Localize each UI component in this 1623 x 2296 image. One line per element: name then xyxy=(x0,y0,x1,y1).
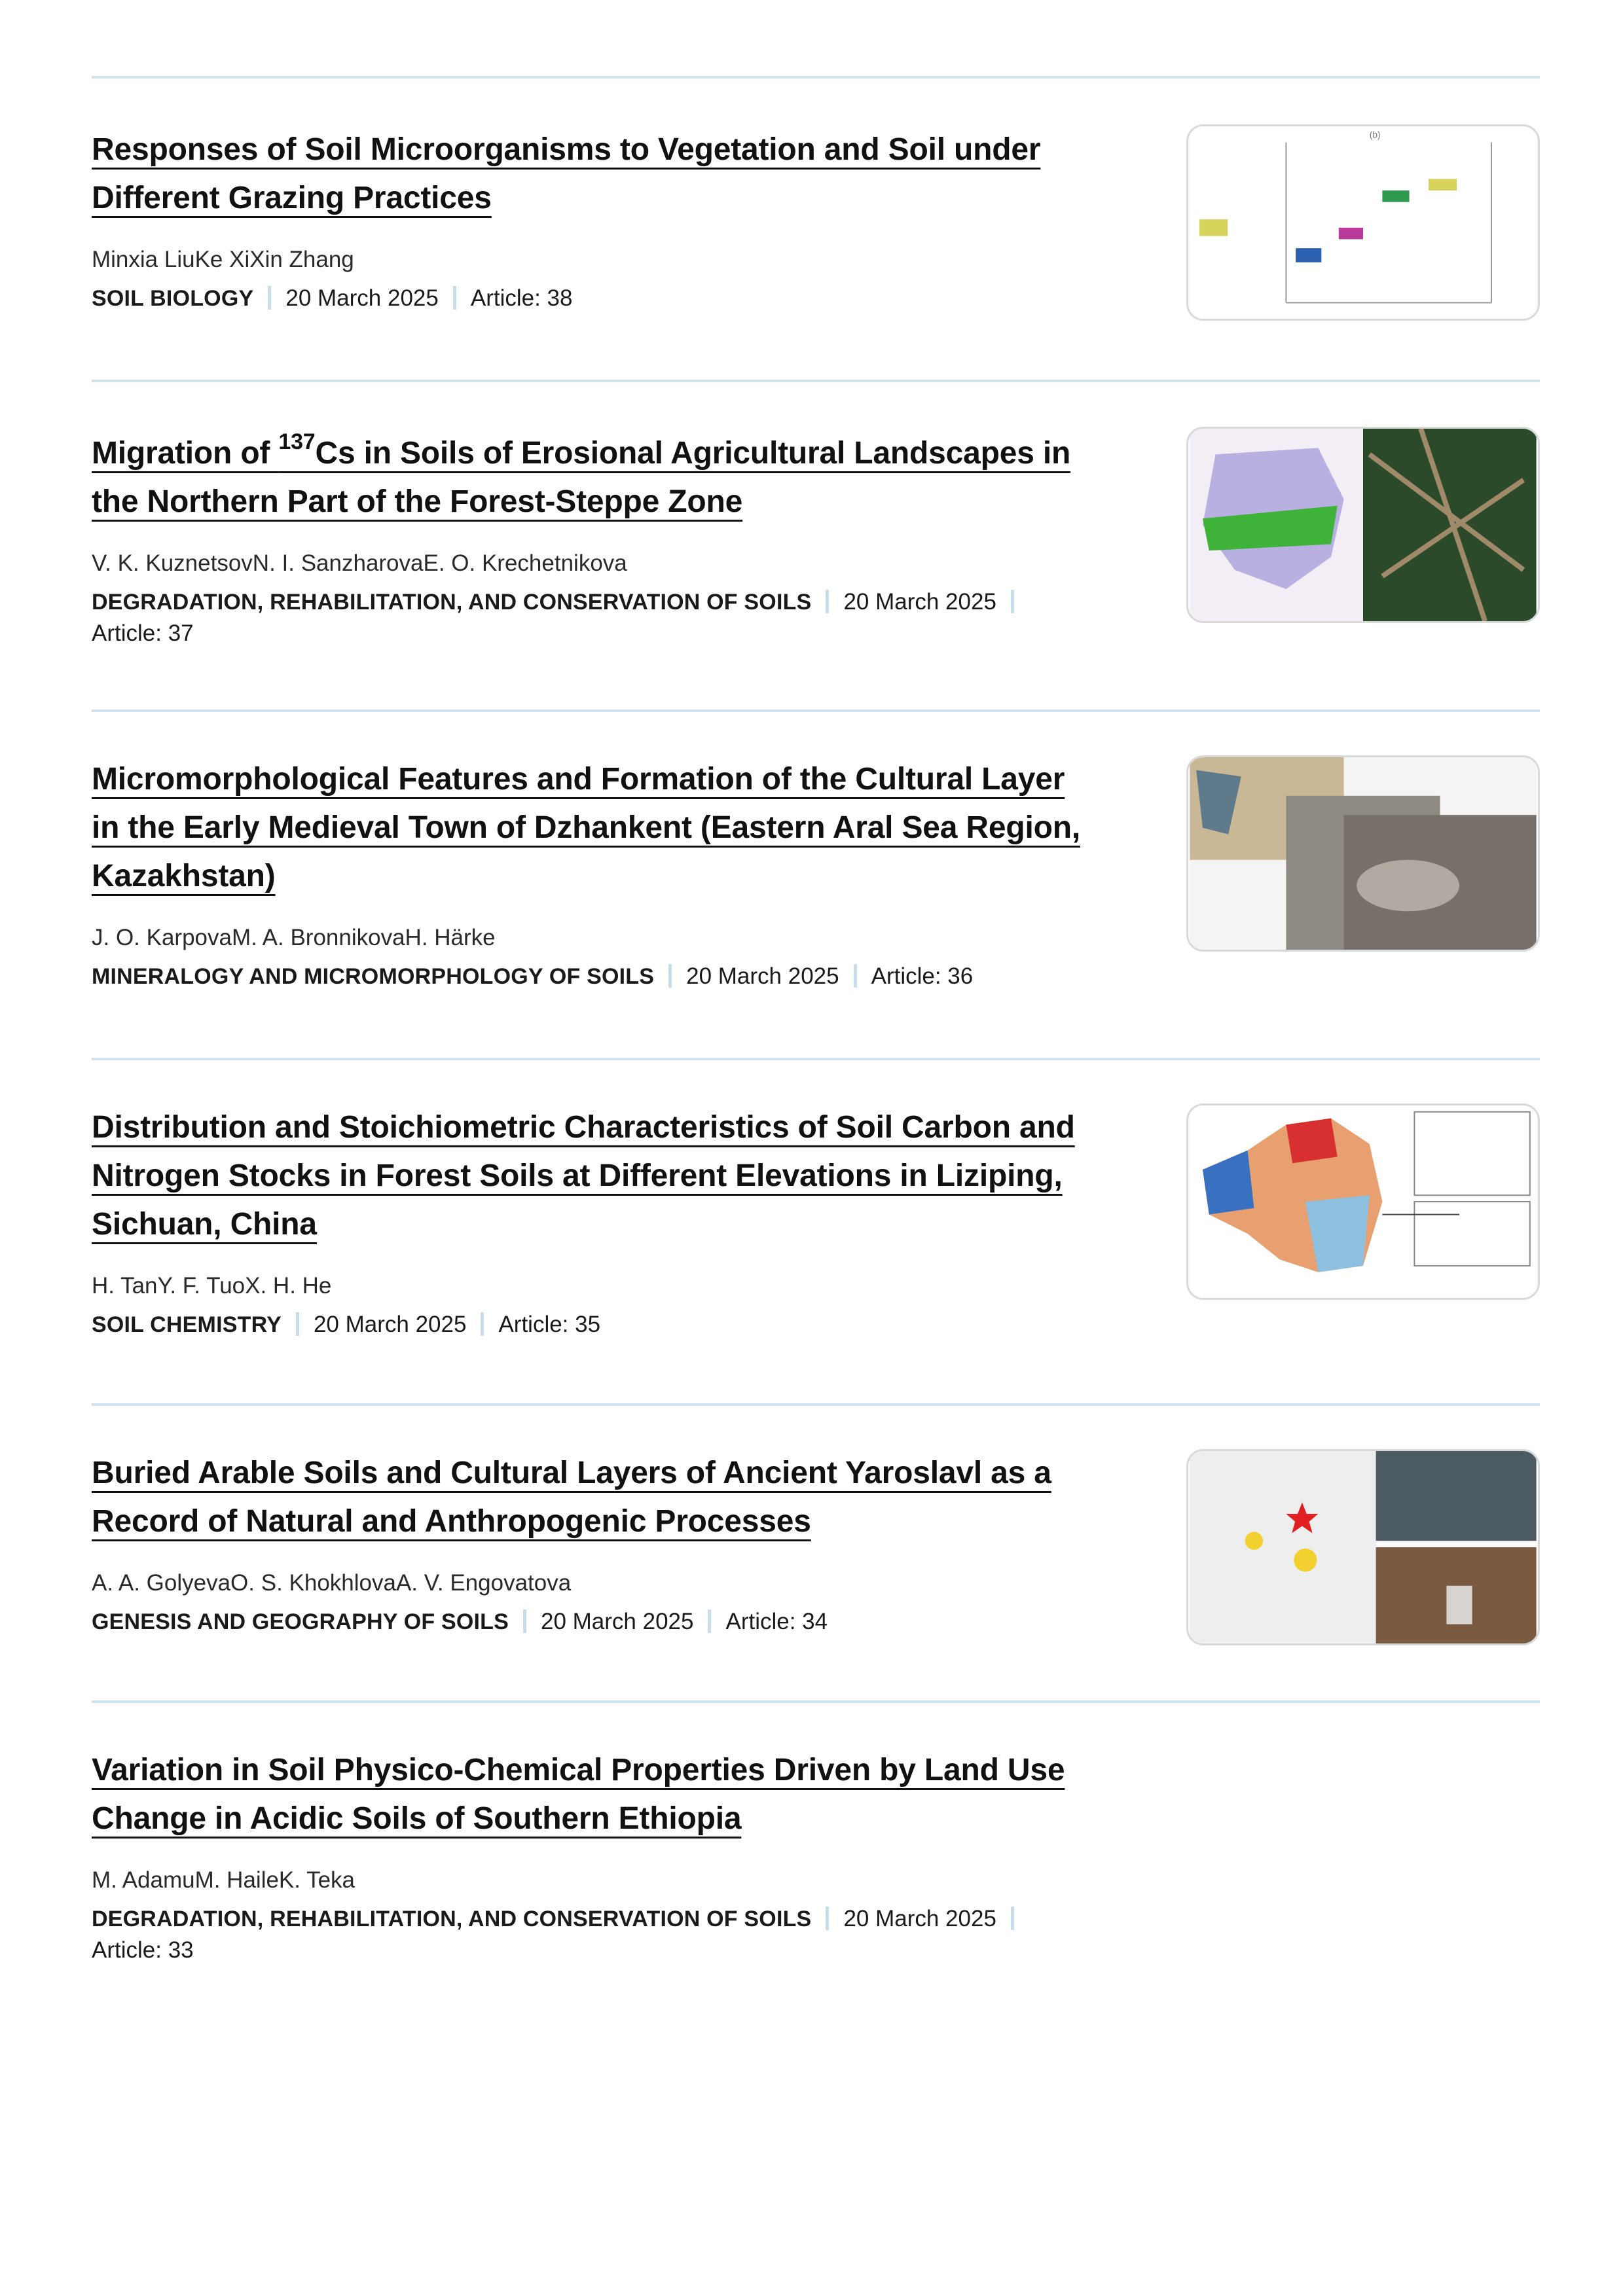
article-authors: H. TanY. F. TuoX. H. He xyxy=(92,1273,332,1299)
article-title-link[interactable] xyxy=(92,429,1126,526)
thumbnail-graphic xyxy=(1188,429,1538,621)
isotope-superscript: 137 xyxy=(278,429,316,454)
separator xyxy=(854,964,857,988)
separator xyxy=(296,1312,299,1336)
publish-date: 20 March 2025 xyxy=(313,1312,467,1337)
title-line: Micromorphological Features and Formation of the Cultural Layer xyxy=(92,762,1065,797)
article-list xyxy=(92,76,1540,2004)
separator xyxy=(453,286,456,310)
article-meta xyxy=(92,283,1126,314)
category-link[interactable]: MINERALOGY AND MICROMORPHOLOGY OF SOILS xyxy=(92,964,655,989)
title-line: Distribution and Stoichiometric Characteristics of Soil Carbon and xyxy=(92,1110,1075,1145)
article-item xyxy=(92,1406,1540,1700)
article-meta xyxy=(92,961,1126,992)
article-item xyxy=(92,79,1540,380)
article-title-link[interactable] xyxy=(92,1746,1126,1843)
article-number: Article: 36 xyxy=(871,963,974,989)
separator xyxy=(826,1907,829,1930)
category-link[interactable]: SOIL BIOLOGY xyxy=(92,286,254,311)
separator xyxy=(668,964,672,988)
article-number: Article: 33 xyxy=(92,1937,194,1963)
article-number: Article: 34 xyxy=(725,1609,828,1634)
publish-date: 20 March 2025 xyxy=(686,963,839,989)
article-authors: Minxia LiuKe XiXin Zhang xyxy=(92,247,354,272)
category-link[interactable]: GENESIS AND GEOGRAPHY OF SOILS xyxy=(92,1609,509,1634)
title-line: Variation in Soil Physico-Chemical Properties Driven by Land Use xyxy=(92,1753,1065,1787)
article-number: Article: 35 xyxy=(498,1312,601,1337)
aerial-photo-thumbnail[interactable] xyxy=(1186,755,1540,952)
title-line: Responses of Soil Microorganisms to Vegetation and Soil under xyxy=(92,132,1041,167)
title-text: Migration of xyxy=(92,436,279,471)
article-item xyxy=(92,712,1540,1058)
article-meta xyxy=(92,1903,1126,1966)
category-link[interactable]: DEGRADATION, REHABILITATION, AND CONSERVATION OF SOILS xyxy=(92,590,812,615)
title-line: Kazakhstan) xyxy=(92,859,276,893)
title-line: Sichuan, China xyxy=(92,1207,317,1242)
publish-date: 20 March 2025 xyxy=(843,589,996,615)
title-line: Record of Natural and Anthropogenic Processes xyxy=(92,1504,811,1539)
publish-date: 20 March 2025 xyxy=(843,1906,996,1931)
article-number: Article: 38 xyxy=(470,285,573,311)
article-meta xyxy=(92,1309,1126,1340)
title-line: Buried Arable Soils and Cultural Layers of Ancient Yaroslavl as a xyxy=(92,1456,1051,1490)
article-meta xyxy=(92,586,1126,649)
separator xyxy=(481,1312,484,1336)
map-satellite-thumbnail[interactable] xyxy=(1186,427,1540,623)
thumbnail-graphic xyxy=(1188,757,1538,950)
publish-date: 20 March 2025 xyxy=(285,285,439,311)
publish-date: 20 March 2025 xyxy=(541,1609,694,1634)
article-authors: V. K. KuznetsovN. I. SanzharovaE. O. Krechetnikova xyxy=(92,550,627,576)
separator xyxy=(1011,1907,1014,1930)
thumbnail-graphic xyxy=(1188,1105,1538,1298)
article-authors: J. O. KarpovaM. A. BronnikovaH. Härke xyxy=(92,925,496,950)
article-item xyxy=(92,382,1540,709)
title-line: the Northern Part of the Forest-Steppe Zone xyxy=(92,484,743,519)
article-authors: M. AdamuM. HaileK. Teka xyxy=(92,1867,356,1893)
thumbnail-graphic xyxy=(1188,1451,1538,1643)
title-line: in the Early Medieval Town of Dzhankent (Eastern Aral Sea Region, xyxy=(92,810,1080,845)
thumbnail-graphic xyxy=(1188,126,1538,319)
boxplot-chart-thumbnail[interactable] xyxy=(1186,124,1540,321)
article-item xyxy=(92,1703,1540,2004)
article-meta xyxy=(92,1606,1126,1638)
title-text: Cs in Soils of Erosional Agricultural Landscapes in xyxy=(315,436,1071,471)
separator xyxy=(826,590,829,613)
separator xyxy=(1011,590,1014,613)
site-map-photo-thumbnail[interactable] xyxy=(1186,1449,1540,1645)
svg-text:(b): (b) xyxy=(1369,130,1381,140)
article-title-link[interactable] xyxy=(92,126,1126,223)
article-title-link[interactable] xyxy=(92,755,1126,901)
article-number: Article: 37 xyxy=(92,620,194,646)
title-line: Different Grazing Practices xyxy=(92,181,492,215)
title-line: Change in Acidic Soils of Southern Ethiopia xyxy=(92,1801,742,1836)
elevation-map-thumbnail[interactable] xyxy=(1186,1103,1540,1300)
article-authors: A. A. GolyevaO. S. KhokhlovaA. V. Engovatova xyxy=(92,1570,572,1596)
category-link[interactable]: DEGRADATION, REHABILITATION, AND CONSERVATION OF SOILS xyxy=(92,1907,812,1931)
article-title-link[interactable] xyxy=(92,1449,1126,1546)
article-item xyxy=(92,1060,1540,1403)
article-title-link[interactable] xyxy=(92,1103,1126,1249)
separator xyxy=(708,1609,711,1633)
separator xyxy=(268,286,271,310)
category-link[interactable]: SOIL CHEMISTRY xyxy=(92,1312,282,1337)
separator xyxy=(523,1609,526,1633)
title-line: Nitrogen Stocks in Forest Soils at Different Elevations in Liziping, xyxy=(92,1158,1063,1193)
